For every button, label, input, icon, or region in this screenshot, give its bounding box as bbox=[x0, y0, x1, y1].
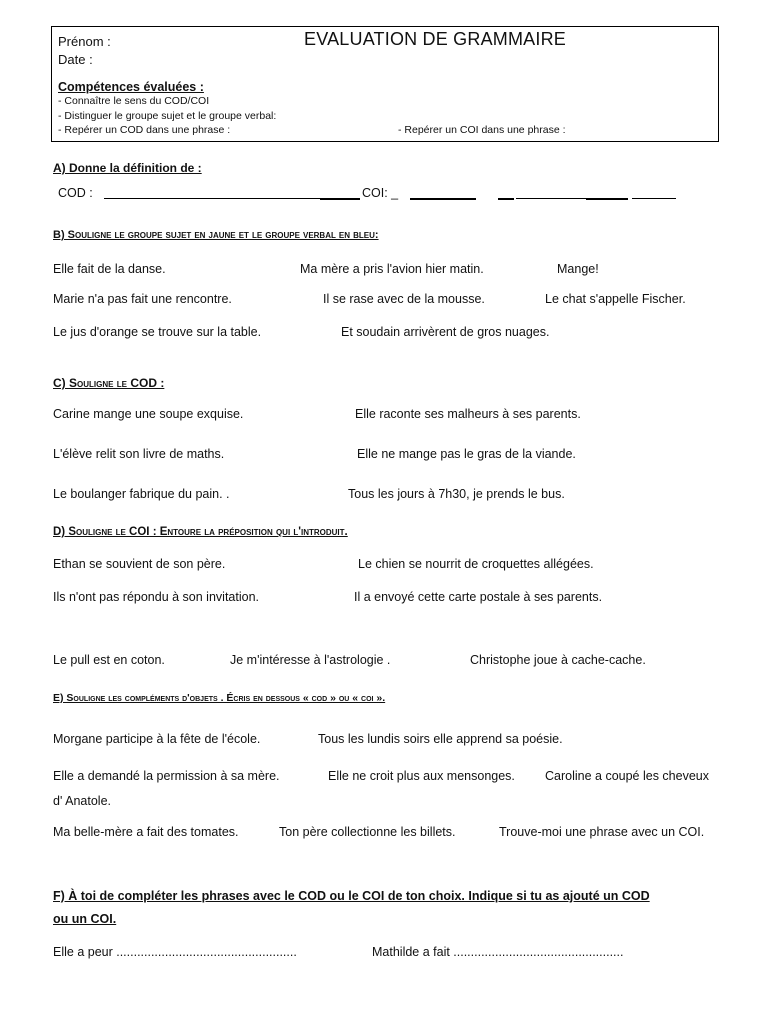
sentence: Mange! bbox=[557, 262, 599, 276]
cod-answer-line-bold bbox=[320, 198, 360, 200]
sentence: Le pull est en coton. bbox=[53, 653, 165, 667]
sentence: Et soudain arrivèrent de gros nuages. bbox=[341, 325, 550, 339]
coi-answer-line bbox=[498, 198, 514, 200]
sentence: Je m'intéresse à l'astrologie . bbox=[230, 653, 391, 667]
header-box bbox=[51, 26, 719, 142]
sentence: L'élève relit son livre de maths. bbox=[53, 447, 225, 461]
fill-in-sentence: Elle a peur .................................................... bbox=[53, 945, 297, 959]
sentence: Tous les lundis soirs elle apprend sa poésie. bbox=[318, 732, 563, 746]
section-c-title: C) Souligne le COD : bbox=[53, 376, 165, 390]
sentence: Ethan se souvient de son père. bbox=[53, 557, 226, 571]
section-f-title-line1: F) À toi de compléter les phrases avec le COD ou le COI de ton choix. Indique si tu as ajouté un COD bbox=[53, 889, 650, 903]
sentence: Ton père collectionne les billets. bbox=[279, 825, 456, 839]
sentence: Il a envoyé cette carte postale à ses parents. bbox=[354, 590, 603, 604]
sentence: Ma belle-mère a fait des tomates. bbox=[53, 825, 239, 839]
competence-item-right: - Repérer un COI dans une phrase : bbox=[398, 124, 566, 136]
sentence: Ma mère a pris l'avion hier matin. bbox=[300, 262, 484, 276]
sentence: Christophe joue à cache-cache. bbox=[470, 653, 646, 667]
section-a-title: A) Donne la définition de : bbox=[53, 161, 202, 175]
sentence: Caroline a coupé les cheveux bbox=[545, 769, 709, 783]
page-title: EVALUATION DE GRAMMAIRE bbox=[304, 29, 566, 49]
sentence: Il se rase avec de la mousse. bbox=[323, 292, 485, 306]
sentence: Le chien se nourrit de croquettes allégées. bbox=[358, 557, 594, 571]
coi-answer-line bbox=[410, 198, 476, 200]
competence-item: - Distinguer le groupe sujet et le groupe verbal: bbox=[58, 110, 277, 122]
sentence: Tous les jours à 7h30, je prends le bus. bbox=[348, 487, 565, 501]
sentence: Morgane participe à la fête de l'école. bbox=[53, 732, 261, 746]
fill-in-sentence: Mathilde a fait ................................................. bbox=[372, 945, 624, 959]
sentence: Trouve-moi une phrase avec un COI. bbox=[499, 825, 705, 839]
section-e-title: E) Souligne les compléments d'objets . Écris en dessous « cod » ou « coi ». bbox=[53, 692, 386, 704]
sentence: Elle raconte ses malheurs à ses parents. bbox=[355, 407, 581, 421]
coi-answer-line bbox=[632, 198, 676, 199]
sentence: Marie n'a pas fait une rencontre. bbox=[53, 292, 232, 306]
sentence: Le chat s'appelle Fischer. bbox=[545, 292, 686, 306]
sentence: Ils n'ont pas répondu à son invitation. bbox=[53, 590, 259, 604]
sentence: Carine mange une soupe exquise. bbox=[53, 407, 244, 421]
competence-item: - Repérer un COD dans une phrase : bbox=[58, 124, 231, 136]
section-b-title: B) Souligne le groupe sujet en jaune et le groupe verbal en bleu: bbox=[53, 229, 379, 241]
sentence: Elle ne croit plus aux mensonges. bbox=[328, 769, 515, 783]
coi-definition-label: COI: _ bbox=[362, 186, 399, 200]
cod-definition-label: COD : bbox=[58, 186, 93, 200]
sentence: Le jus d'orange se trouve sur la table. bbox=[53, 325, 262, 339]
sentence: Elle ne mange pas le gras de la viande. bbox=[357, 447, 576, 461]
date-label: Date : bbox=[58, 52, 93, 67]
competences-heading: Compétences évaluées : bbox=[58, 80, 204, 94]
coi-answer-line bbox=[516, 198, 586, 199]
section-d-title: D) Souligne le COI : Entoure la préposition qui l'introduit. bbox=[53, 526, 348, 538]
sentence: d' Anatole. bbox=[53, 794, 111, 808]
prenom-label: Prénom : bbox=[58, 34, 111, 49]
section-f-title-line2: ou un COI. bbox=[53, 912, 117, 926]
sentence: Le boulanger fabrique du pain. . bbox=[53, 487, 230, 501]
coi-answer-line-bold bbox=[586, 198, 628, 200]
sentence: Elle fait de la danse. bbox=[53, 262, 166, 276]
sentence: Elle a demandé la permission à sa mère. bbox=[53, 769, 280, 783]
competence-item: - Connaître le sens du COD/COI bbox=[58, 95, 210, 107]
